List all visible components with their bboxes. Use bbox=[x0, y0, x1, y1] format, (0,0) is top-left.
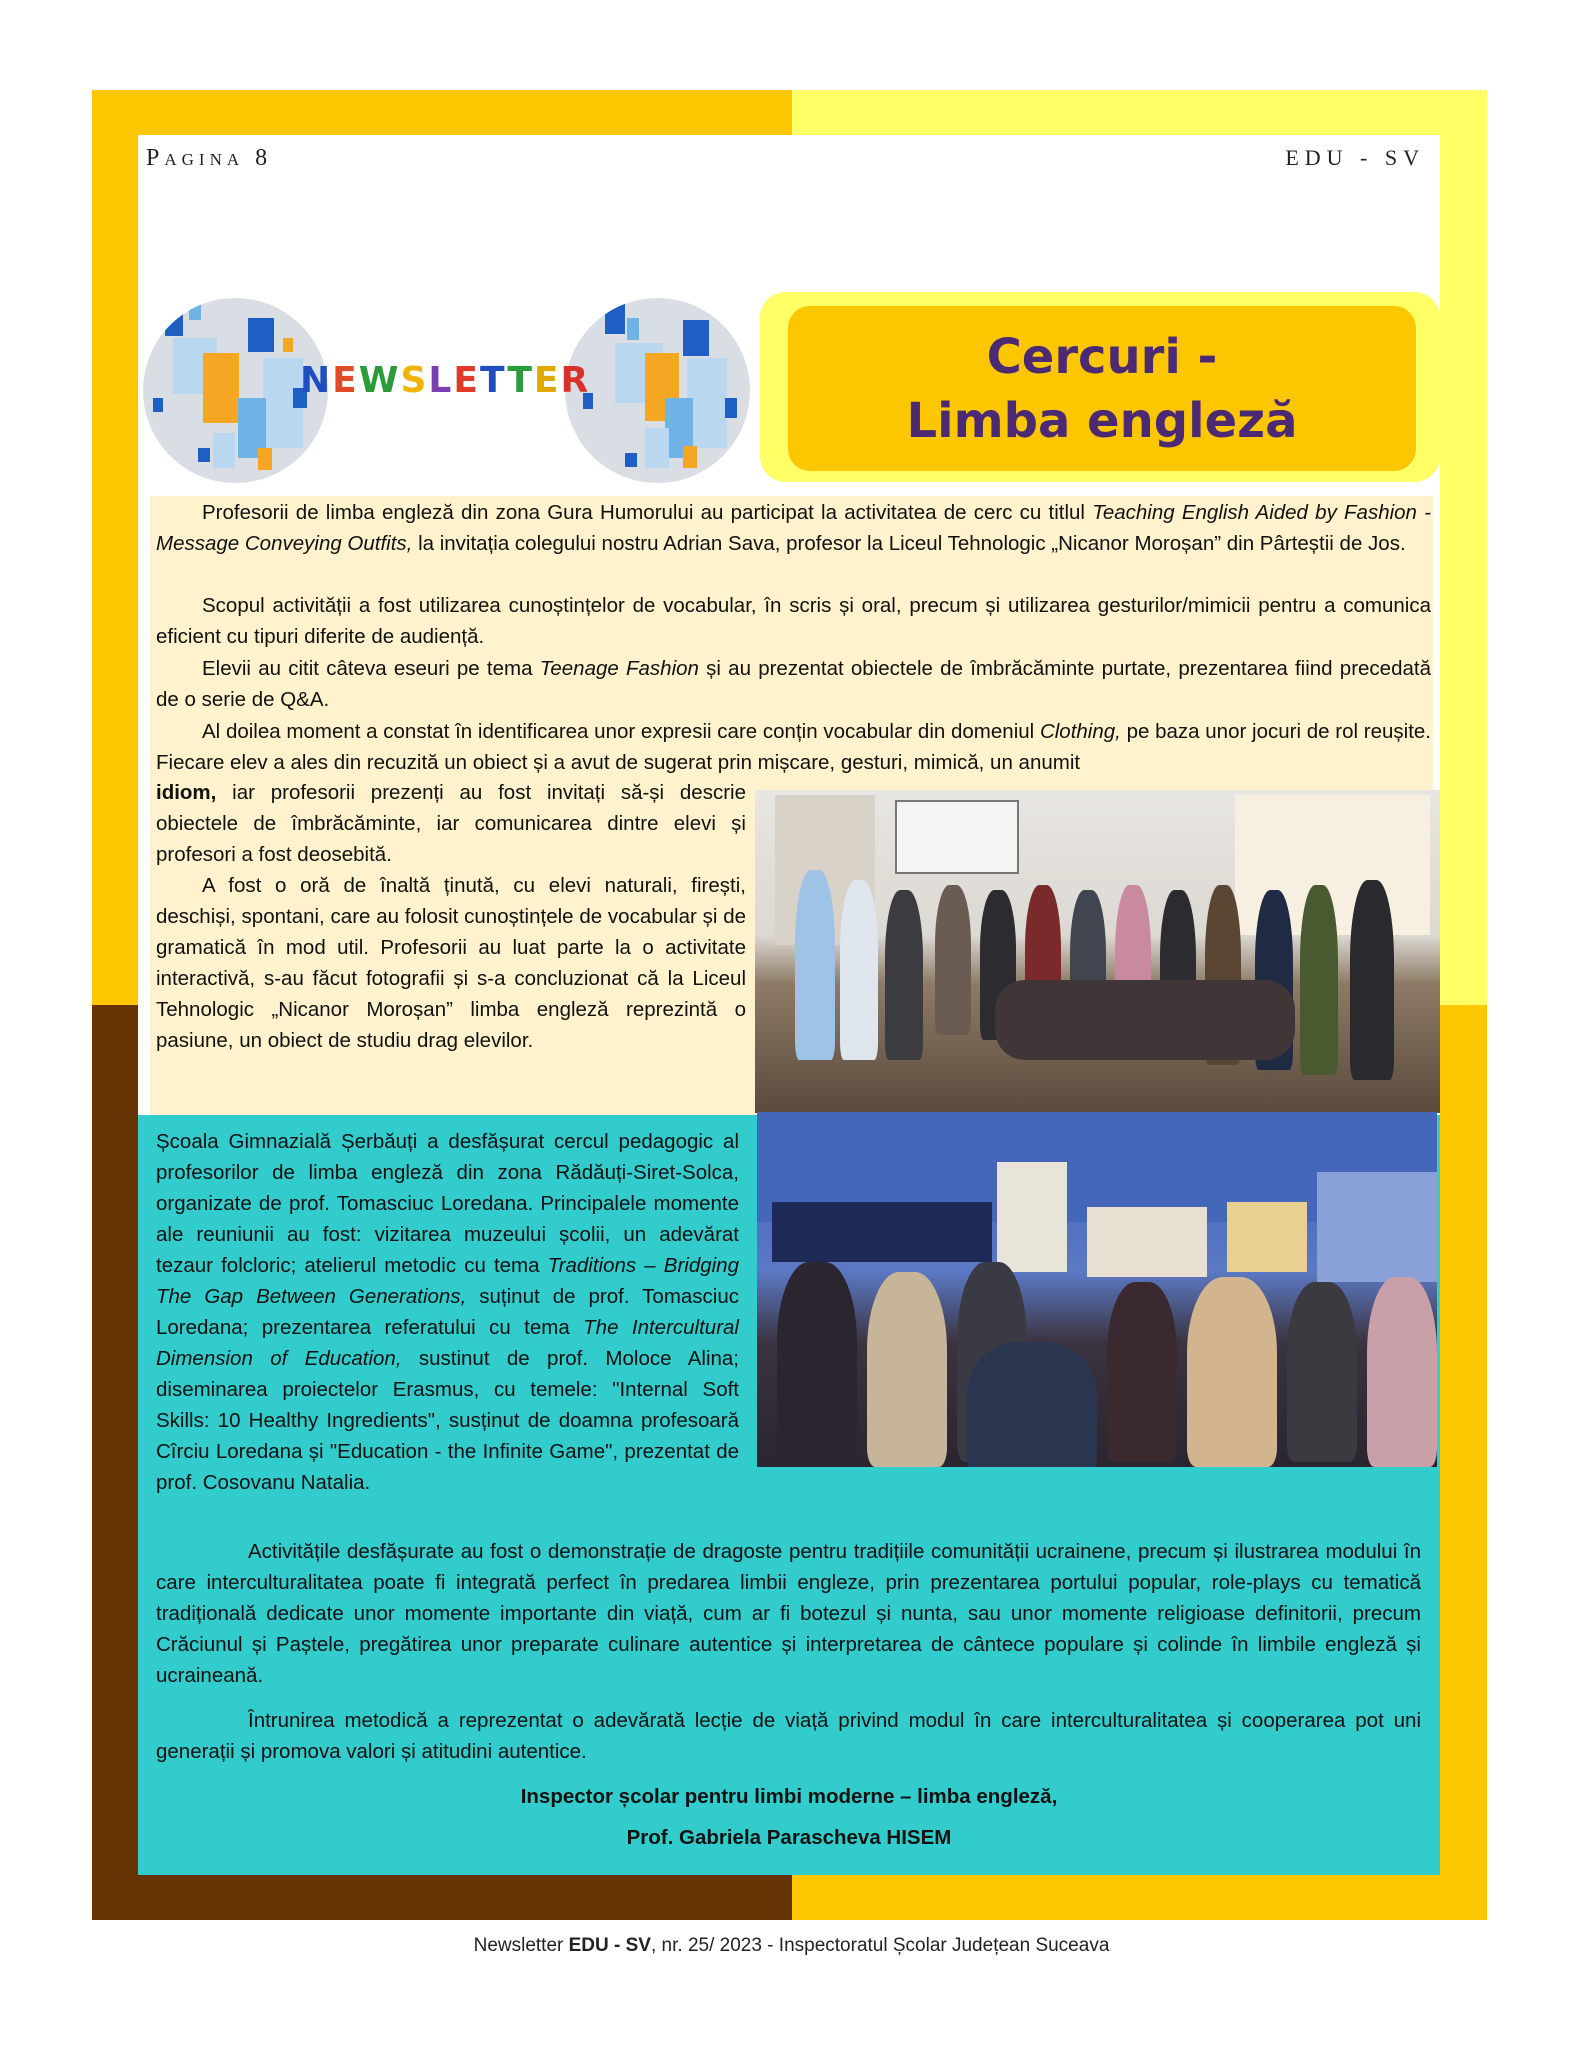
article1-paragraph-1: Profesorii de limba engleză din zona Gura Humorului au participat la activitatea de cerc cu titlul Teaching English Aided by Fashion - Message Conveying Outfits, la invitația colegului nostru Adrian Sava, profesor la Liceul Tehnologic „Nicanor Moroșan” din Pârteștii de Jos. bbox=[156, 501, 1431, 555]
article1-paragraph-2: Scopul activității a fost utilizarea cunoștințelor de vocabular, în scris și oral, precum și utilizarea gesturilor/mimicii pentru a comunica eficient cu tipuri diferite de audiență. bbox=[156, 594, 1431, 648]
newsletter-logo-letter: T bbox=[479, 360, 508, 401]
article1-paragraph-3: Elevii au citit câteva eseuri pe tema Teenage Fashion și au prezentat obiectele de îmbrăcăminte purtate, prezentarea fiind precedată de o serie de Q&A. bbox=[156, 657, 1431, 711]
title-line-1: Cercuri - bbox=[986, 328, 1218, 385]
signature-name: Prof. Gabriela Parascheva HISEM bbox=[626, 1826, 952, 1849]
article1-paragraph-4: Al doilea moment a constat în identificarea unor expresii care conțin vocabular din domeniul Clothing, pe baza unor jocuri de rol reușite. Fiecare elev a ales din recuzită un obiect și a avut de sugerat prin mișcare, gesturi, mimică, un anumit bbox=[156, 720, 1431, 774]
newsletter-logo-letter: T bbox=[507, 360, 534, 401]
newsletter-logo-letter: L bbox=[428, 360, 454, 401]
article2-paragraph-1: Școala Gimnazială Șerbăuți a desfășurat cercul pedagogic al profesorilor de limba engleză din zona Rădăuți-Siret-Solca, organizate de prof. Tomasciuc Loredana. Principalele momente ale reuniunii au fost: vizitarea muzeului școlii, un adevărat tezaur folcloric; atelierul metodic cu tema Traditions – Bridging The Gap Between Generations, suținut de prof. Tomasciuc Loredana; prezentarea referatului cu tema The Intercultural Dimension of Education, sustinut de prof. Moloce Alina; diseminarea proiectelor Erasmus, cu temele: "Internal Soft Skills: 10 Healthy Ingredients", susținut de doamna profesoară Cîrciu Loredana și "Education - the Infinite Game", prezentat de prof. Cosovanu Natalia. bbox=[156, 1130, 740, 1494]
page-footer: Newsletter EDU - SV, nr. 25/ 2023 - Inspectoratul Școlar Județean Suceava bbox=[473, 1935, 1110, 1956]
title-box bbox=[788, 306, 1416, 471]
audience-photo-school bbox=[757, 1112, 1437, 1467]
page-number: Pagina 8 bbox=[146, 145, 273, 171]
newsletter-logo-letter: W bbox=[358, 360, 401, 401]
newsletter-logo-letter: S bbox=[400, 360, 429, 401]
newsletter-logo-letter: N bbox=[300, 360, 333, 401]
logo-tile-circle-right bbox=[565, 298, 750, 483]
newsletter-logo-letter: E bbox=[332, 360, 359, 401]
article2-paragraph-3: Întrunirea metodică a reprezentat o adevărată lecție de viață privind modul în care interculturalitatea și cooperarea pot uni generații și promova valori și atitudini autentice. bbox=[156, 1709, 1421, 1763]
article1-paragraph-5: idiom, iar profesorii prezenți au fost invitați să-și descrie obiectele de îmbrăcăminte, iar comunicarea dintre elevi și profesori a fost deosebită. bbox=[156, 781, 746, 866]
group-photo-classroom bbox=[755, 790, 1440, 1113]
article2-paragraph-2: Activitățile desfășurate au fost o demonstrație de dragoste pentru tradițiile comunității ucrainene, precum și ilustrarea modului în care interculturalitatea poate fi integrată perfect în predarea limbii engleze, prin prezentarea portului popular, role-plays cu tematică tradițională dedicate unor momente importante din viață, cum ar fi botezul și nunta, sau unor momente religioase definitorii, precum Crăciunul și Paștele, pregătirea unor preparate culinare autentice și interpretarea de cântece populare și colinde în limbile engleză și ucraineană. bbox=[156, 1540, 1421, 1687]
article1-paragraph-6: A fost o oră de înaltă ținută, cu elevi naturali, firești, deschiși, spontani, care au folosit cunoștințele de vocabular și de gramatică în mod util. Profesorii au luat parte la o activitate interactivă, s-au făcut fotografii și s-a concluzionat că la Liceul Tehnologic „Nicanor Moroșan” limba engleză reprezintă o pasiune, un obiect de studiu drag elevilor. bbox=[156, 874, 746, 1052]
newsletter-logo-letter: E bbox=[533, 360, 561, 401]
newsletter-logo-letter: E bbox=[453, 360, 480, 401]
title-line-2: Limba engleză bbox=[906, 392, 1298, 449]
publication-name: EDU - SV bbox=[1285, 145, 1425, 170]
newsletter-logo-letter: R bbox=[560, 360, 591, 401]
signature-role: Inspector școlar pentru limbi moderne – limba engleză, bbox=[520, 1785, 1058, 1808]
newsletter-logo-text bbox=[300, 360, 590, 401]
